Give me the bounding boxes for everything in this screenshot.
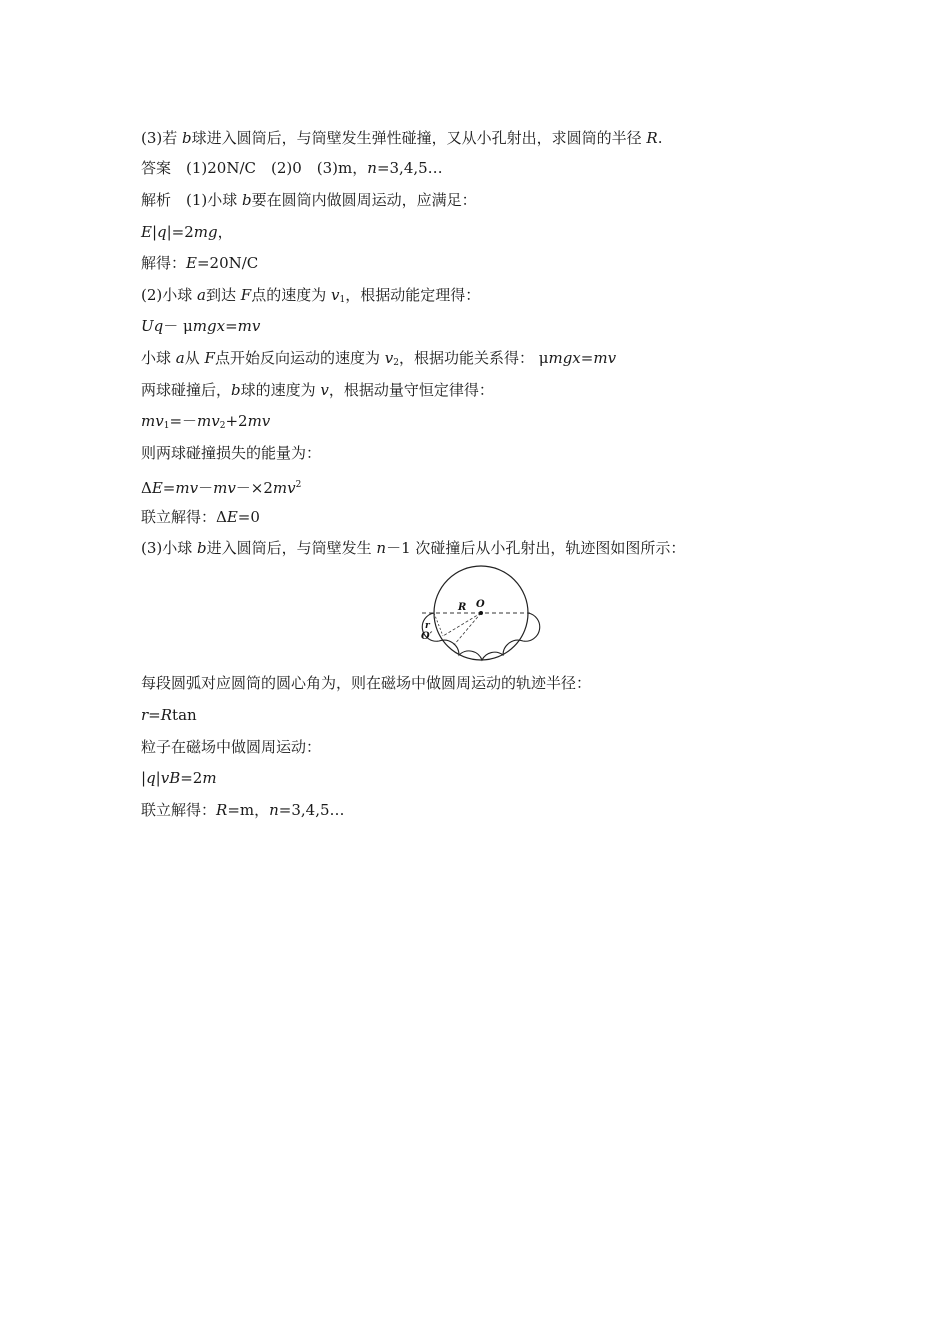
equation-force-balance: E|q|=2mg， bbox=[141, 223, 233, 241]
result-field-strength: 解得：E=20N/C bbox=[141, 254, 259, 272]
dashed-radius-line bbox=[454, 613, 481, 645]
result-radius: 联立解得：R=m，n=3,4,5… bbox=[141, 801, 345, 819]
equation-lorentz-force: |q|vB=2m bbox=[141, 769, 217, 787]
analysis-collision: 两球碰撞后，b球的速度为 v，根据动量守恒定律得： bbox=[141, 381, 494, 399]
label-R: R bbox=[458, 602, 467, 613]
analysis-intro: 解析 (1)小球 b要在圆筒内做圆周运动，应满足： bbox=[141, 191, 477, 209]
dashed-radius-line bbox=[443, 613, 481, 636]
analysis-part-2: (2)小球 a到达 F点的速度为 $v_1$，根据动能定理得： bbox=[141, 286, 481, 305]
analysis-energy-loss: 则两球碰撞损失的能量为： bbox=[141, 444, 322, 462]
analysis-part-3: (3)小球 b进入圆筒后，与筒壁发生 n－1 次碰撞后从小孔射出，轨迹图如图所示： bbox=[141, 539, 686, 557]
equation-kinetic-energy: Uq－ μmgx=mv bbox=[141, 317, 261, 335]
result-energy-loss: 联立解得：ΔE=0 bbox=[141, 508, 260, 526]
label-O-prime: O′ bbox=[421, 631, 433, 642]
label-r: r bbox=[425, 621, 430, 631]
analysis-central-angle: 每段圆弧对应圆筒的圆心角为，则在磁场中做圆周运动的轨迹半径： bbox=[141, 674, 592, 692]
analysis-reverse-motion: 小球 a从 F点开始反向运动的速度为 $v_2$，根据功能关系得： μmgx=mv bbox=[141, 349, 617, 368]
center-point bbox=[479, 611, 483, 615]
analysis-magnetic-motion: 粒子在磁场中做圆周运动： bbox=[141, 738, 322, 756]
equation-energy-loss: $\Delta E=mv-mv-\times 2mv^2$ bbox=[141, 479, 302, 497]
question-part-3: (3)若 b球进入圆筒后，与筒壁发生弹性碰撞，又从小孔射出，求圆筒的半径 R. bbox=[141, 129, 663, 147]
trajectory-diagram bbox=[410, 562, 542, 666]
answer-line: 答案 (1)20N/C (2)0 (3)m，n=3,4,5… bbox=[141, 159, 443, 177]
equation-momentum: $mv_1=-mv_2+2mv$ bbox=[141, 412, 271, 431]
label-O: O bbox=[476, 599, 485, 610]
equation-radius: r=Rtan bbox=[141, 706, 197, 724]
